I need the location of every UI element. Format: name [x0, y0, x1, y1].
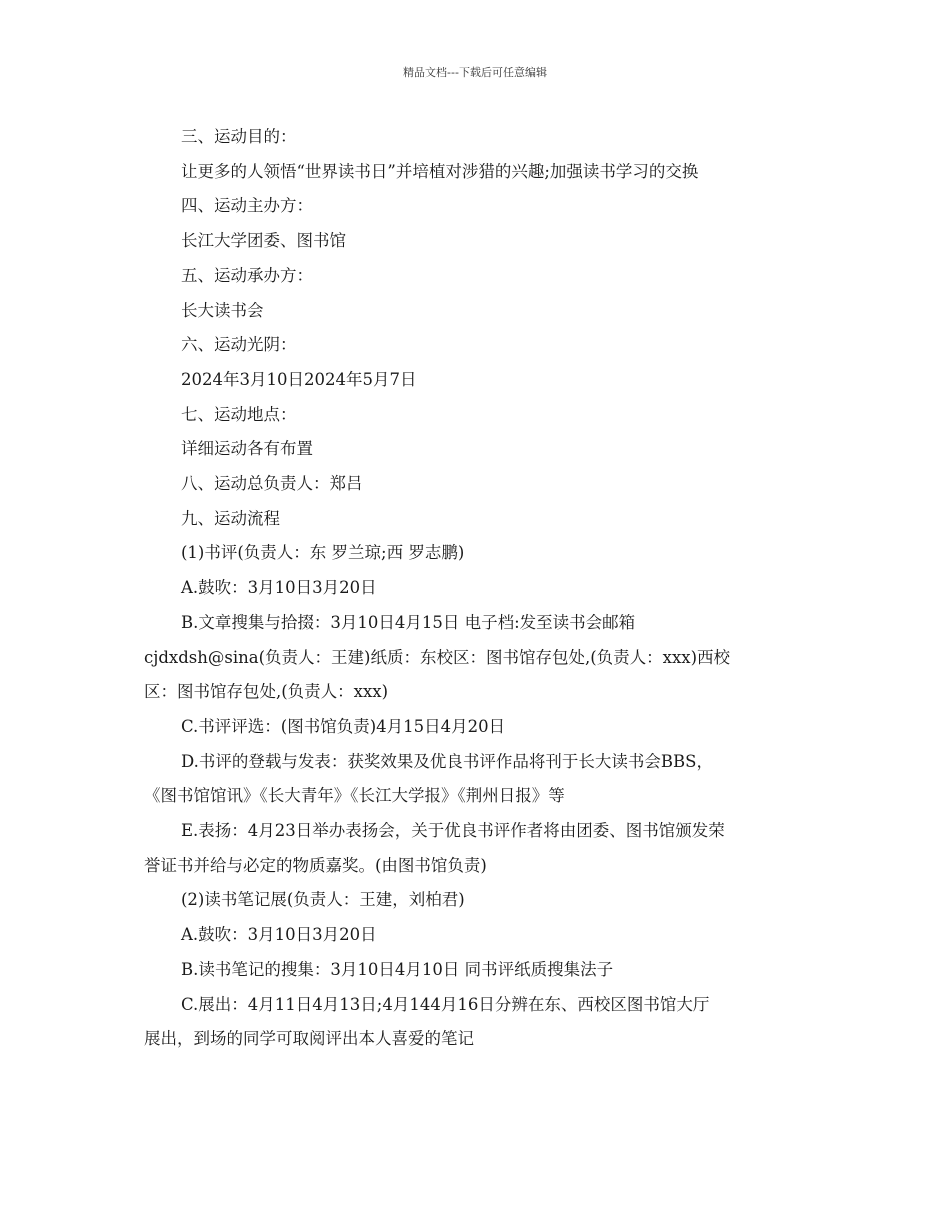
list-item: A.鼓吹：3月10日3月20日	[181, 578, 377, 598]
paragraph: 让更多的人领悟“世界读书日”并培植对涉猎的兴趣;加强读书学习的交换	[181, 161, 699, 181]
document-body	[144, 120, 808, 1057]
section-heading: 四、运动主办方：	[181, 196, 313, 216]
list-item: B.文章搜集与拾掇：3月10日4月15日 电子档:发至读书会邮箱	[181, 612, 636, 632]
sub-heading: (1)书评(负责人：东 罗兰琼;西 罗志鹏)	[181, 543, 465, 563]
list-item-continuation: 区：图书馆存包处,(负责人：xxx)	[144, 682, 389, 702]
list-item-continuation: 誉证书并给与必定的物质嘉奖。(由图书馆负责)	[144, 855, 487, 875]
list-item: B.读书笔记的搜集：3月10日4月10日 同书评纸质搜集法子	[181, 959, 614, 979]
list-item-continuation: 《图书馆馆讯》《长大青年》《长江大学报》《荆州日报》等	[144, 786, 565, 806]
sub-heading: (2)读书笔记展(负责人：王建，刘柏君)	[181, 890, 465, 910]
section-heading: 六、运动光阴：	[181, 335, 297, 355]
paragraph: 详细运动各有布置	[181, 439, 313, 459]
list-item-continuation: cjdxdsh@sina(负责人：王建)纸质：东校区：图书馆存包处,(负责人：xxx)西校	[144, 647, 730, 667]
section-heading: 九、运动流程	[181, 508, 280, 528]
list-item: E.表扬：4月23日举办表扬会，关于优良书评作者将由团委、图书馆颁发荣	[181, 821, 725, 841]
list-item: C.展出：4月11日4月13日;4月144月16日分辨在东、西校区图书馆大厅	[181, 994, 710, 1014]
section-heading: 三、运动目的：	[181, 127, 297, 146]
list-item: D.书评的登载与发表：获奖效果及优良书评作品将刊于长大读书会BBS，	[181, 751, 713, 771]
paragraph: 2024年3月10日2024年5月7日	[181, 369, 417, 389]
section-heading: 七、运动地点：	[181, 404, 297, 424]
section-heading: 五、运动承办方：	[181, 265, 313, 285]
page-header: 精品文档---下载后可任意编辑	[403, 66, 547, 79]
list-item: A.鼓吹：3月10日3月20日	[181, 925, 377, 945]
paragraph: 长江大学团委、图书馆	[181, 231, 346, 251]
section-heading: 八、运动总负责人：郑吕	[181, 474, 363, 494]
paragraph: 长大读书会	[181, 300, 264, 320]
list-item: C.书评评选：(图书馆负责)4月15日4月20日	[181, 716, 506, 736]
list-item-continuation: 展出，到场的同学可取阅评出本人喜爱的笔记	[144, 1029, 474, 1049]
